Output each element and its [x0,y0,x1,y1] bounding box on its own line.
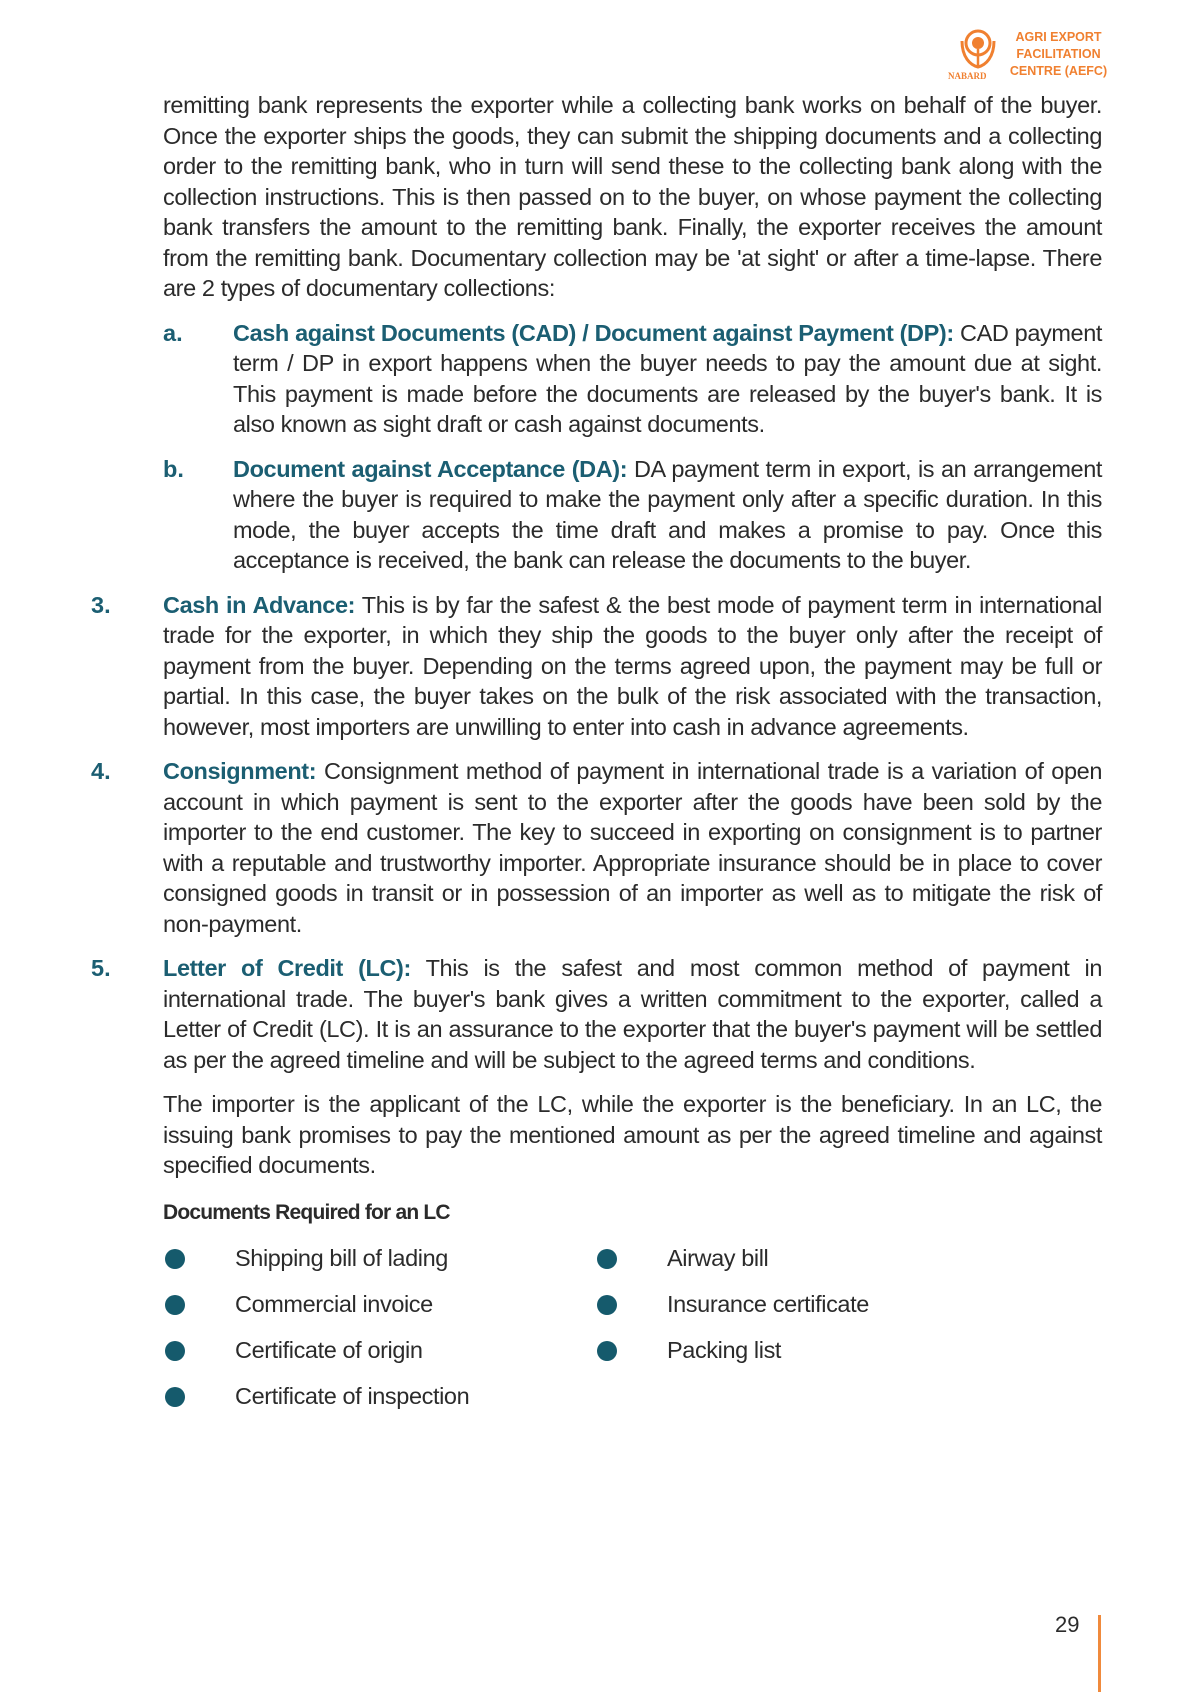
list-item [595,1235,995,1281]
intro-paragraph: remitting bank represents the exporter while a collecting bank works on behalf of the buyer. Once the exporter ships the goods, they can submit the shipping documents and a collecting order to the remitting bank, who in turn will send these to the collecting bank along with the collection instructions. This is then passed on to the buyer, on whose payment the collecting bank transfers the amount to the remitting bank. Finally, the exporter receives the amount from the remitting bank. Documentary collection may be 'at sight' or after a time-lapse. There are 2 types of documentary collections: [163,92,1102,301]
list-item [163,1235,595,1281]
list-marker: 5. [91,955,111,981]
sub-item-cad-dp [163,318,1102,440]
bullet-icon [597,1249,617,1269]
list-item-text [163,590,1102,743]
sub-item-da [163,454,1103,576]
document-name: Airway bill [667,1244,769,1271]
page-number: 29 [1055,1612,1080,1637]
nabard-wordmark: NABARD [948,71,987,81]
term-description: DA payment term in export, is an arrangement where the buyer is required to make the payment only after a specific duration. In this mode, the buyer accepts the time draft and makes a promise to pay. Once this acceptance is received, the bank can release the documents to the buyer. [233,455,1103,573]
bullet-icon [165,1249,185,1269]
numbered-item-letter-of-credit [91,953,1102,1075]
term-description: CAD payment term / DP in export happens when the buyer needs to pay the amount due at sight. This payment is made before the documents are released by the buyer's bank. It is also known as sight draft or cash against documents. [233,319,1102,437]
term-description: Consignment method of payment in international trade is a variation of open account in which payment is sent to the exporter after the goods have been sold by the importer to the end customer. The key to succeed in exporting on consignment is to partner with a reputable and trustworthy importer. Appropriate insurance should be in place to cover consigned goods in transit or in possession of an importer as well as to mitigate the risk of non-payment. [163,758,1102,937]
bullet-icon [165,1295,185,1315]
document-name: Packing list [667,1336,782,1363]
document-name: Certificate of origin [235,1336,423,1363]
document-name: Shipping bill of lading [235,1244,448,1271]
numbered-item-cash-in-advance [91,590,1103,743]
list-item [595,1281,995,1327]
list-marker: 3. [91,591,111,618]
org-name-line: FACILITATION [1016,47,1101,61]
bullet-icon [165,1387,185,1407]
org-name-line: AGRI EXPORT [1015,30,1102,44]
numbered-item-consignment [91,756,1102,939]
bullet-icon [597,1341,617,1361]
lc-paragraph: The importer is the applicant of the LC, while the exporter is the beneficiary. In an LC, the issuing bank promises to pay the mentioned amount as per the agreed timeline and against specified documents. [163,1091,1102,1178]
term-heading: Cash in Advance: [163,591,356,618]
org-name-line: CENTRE (AEFC) [1009,64,1108,78]
term-heading: Letter of Credit (LC): [163,955,411,981]
org-name [1006,29,1111,80]
list-item [163,1327,595,1373]
document-name: Commercial invoice [235,1290,433,1317]
list-marker: a. [163,319,183,346]
term-description: This is the safest and most common method of payment in international trade. The buyer's bank gives a written commitment to the exporter, called a Letter of Credit (LC). It is an assurance to the exporter that the buyer's payment will be settled as per the agreed timeline and will be subject to the agreed terms and conditions. [163,955,1102,1073]
list-item-text [163,953,1102,1075]
list-item [595,1327,995,1373]
documents-heading: Documents Required for an LC [163,1200,450,1224]
list-item [163,1373,595,1419]
document-name: Insurance certificate [667,1290,869,1317]
list-marker: b. [163,455,184,482]
page-body [91,90,1103,1419]
bullet-icon [165,1341,185,1361]
page-number-rule [1098,1615,1101,1692]
term-description: This is by far the safest & the best mode of payment term in international trade for the exporter, in which they ship the goods to the buyer only after the receipt of payment from the buyer. Depending on the terms agreed upon, the payment may be full or partial. In this case, the buyer takes on the bulk of the risk associated with the transaction, however, most importers are unwilling to enter into cash in advance agreements. [163,591,1103,740]
term-heading: Consignment: [163,758,317,784]
page-header [948,27,1188,87]
list-item-text [233,318,1102,440]
list-item-text [233,454,1102,576]
list-item [163,1281,595,1327]
document-name: Certificate of inspection [235,1382,470,1409]
list-marker: 4. [91,758,111,784]
bullet-icon [597,1295,617,1315]
list-item-text [163,756,1102,939]
term-heading: Document against Acceptance (DA): [233,455,628,482]
documents-list [163,1235,1102,1419]
term-heading: Cash against Documents (CAD) / Document against Payment (DP): [233,319,954,346]
nabard-logo [948,27,1008,85]
nabard-emblem-icon [956,27,1000,71]
